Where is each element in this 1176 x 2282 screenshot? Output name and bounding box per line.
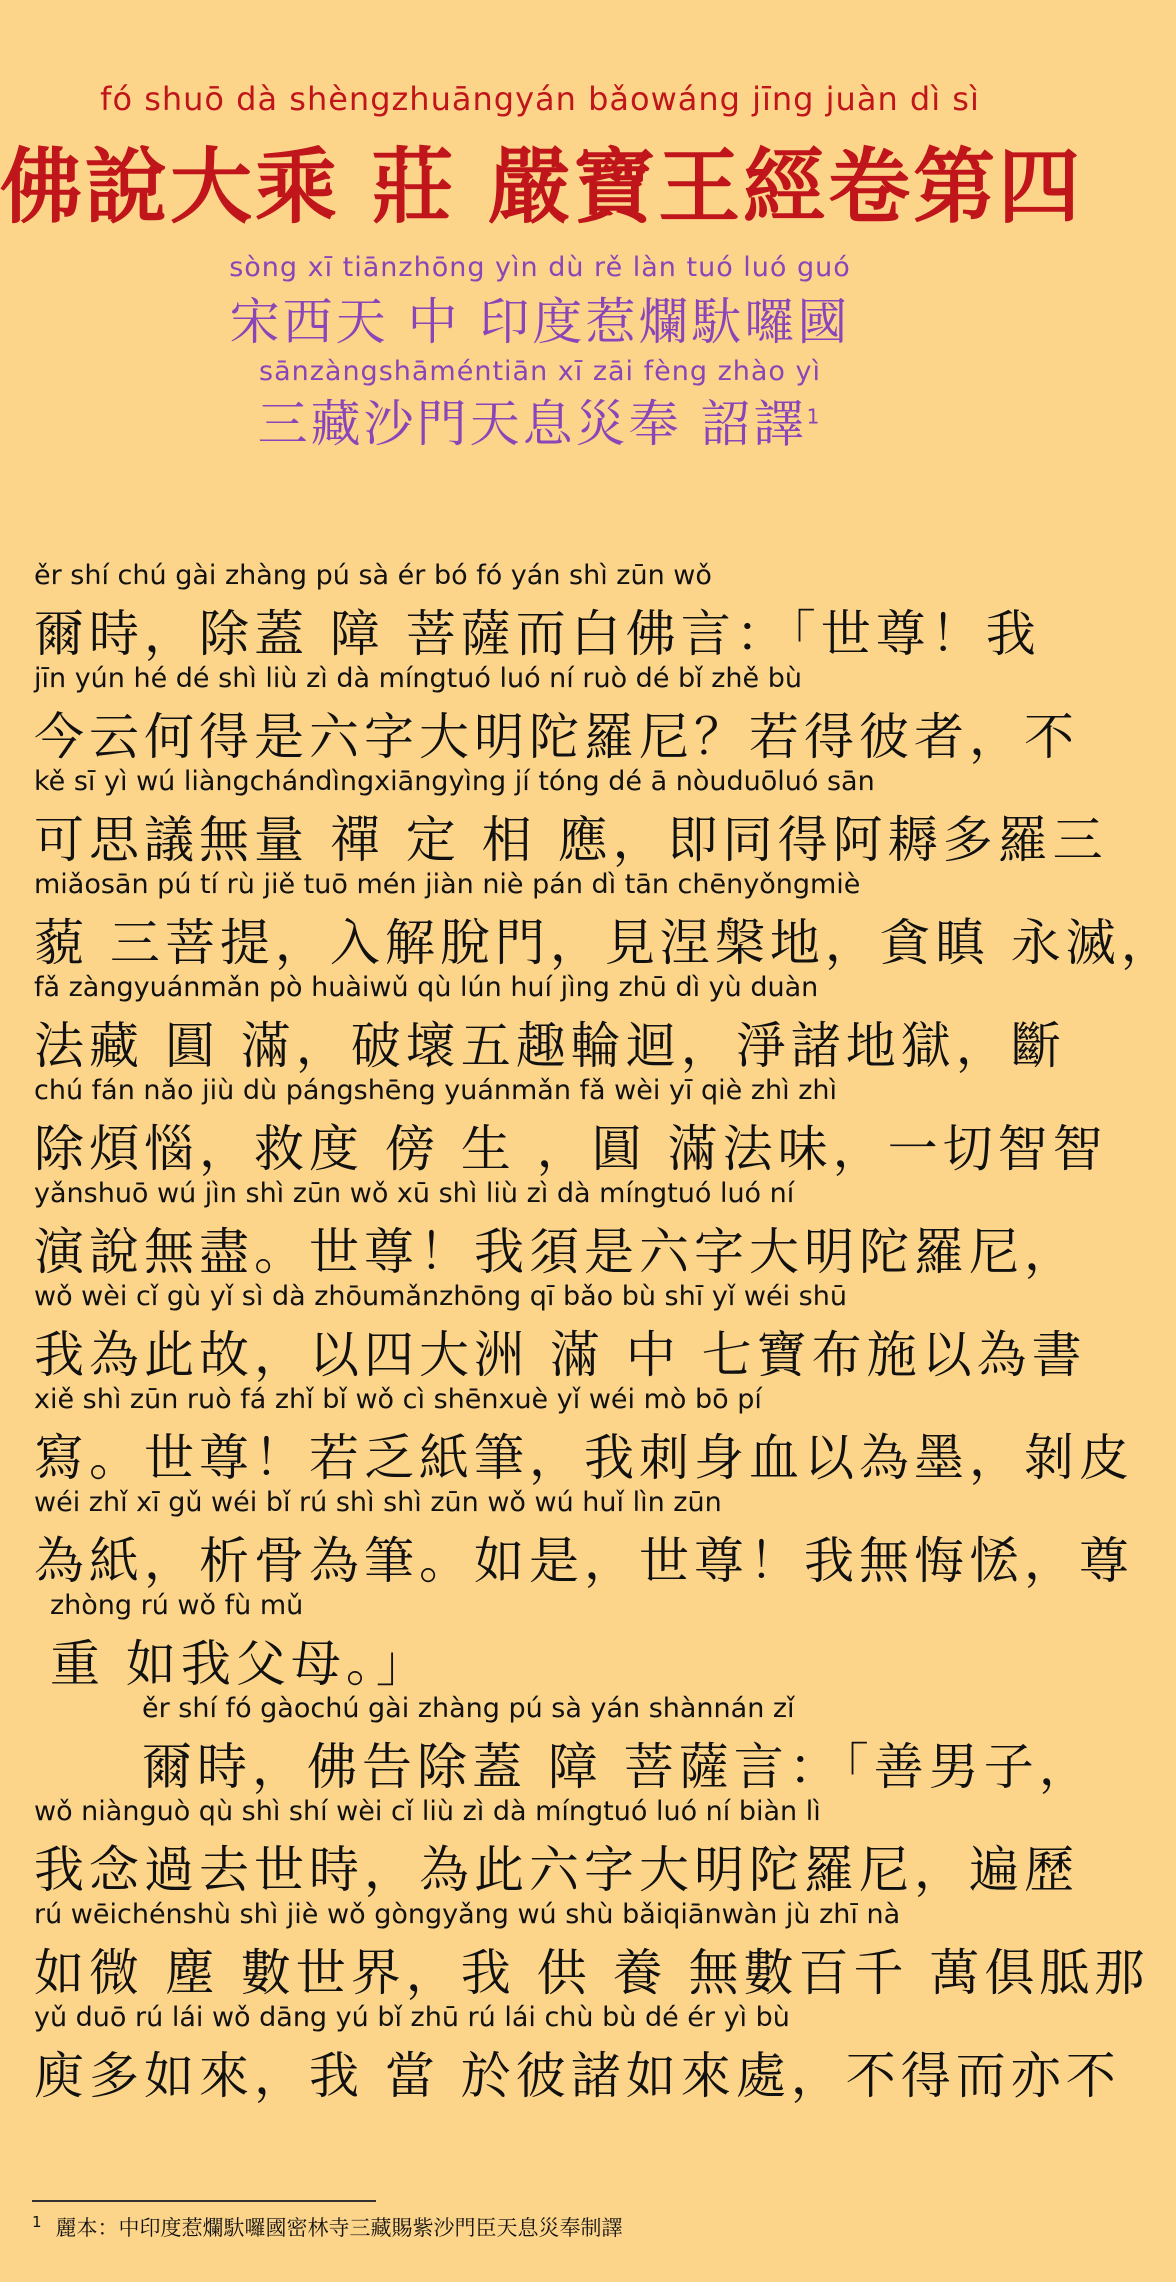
text-line: [0, 766, 1108, 869]
text-line: [0, 869, 1176, 972]
pinyin-annotation: wǒ wèi cǐ gù yǐ sì dà zhōumǎnzhōng qī bǎo bù shī yǐ wéi shū: [34, 1281, 847, 1312]
chinese-text: 重 如我父母。」: [50, 1635, 431, 1693]
chinese-text: 今云何得是六字大明陀羅尼？若得彼者，不: [34, 708, 1079, 766]
chinese-text: 如微 塵 數世界，我 供 養 無數百千 萬俱胝那: [34, 1944, 1150, 2002]
footnote: [32, 2212, 1032, 2242]
chinese-text: 爾時，佛告除蓋 障 菩薩言：「善男子，: [142, 1738, 1094, 1796]
text-line: [0, 1075, 1108, 1178]
footnote-text: 麗本：中印度惹爛馱囉國密林寺三藏賜紫沙門臣天息災奉制譯: [55, 2216, 623, 2240]
pinyin-annotation: ěr shí fó gàochú gài zhàng pú sà yán shànnán zǐ: [142, 1693, 795, 1724]
chinese-text: 我為此故，以四大洲 滿 中 七寶布施以為書: [34, 1326, 1087, 1384]
text-line: [0, 663, 1080, 766]
text-line: [0, 1178, 1080, 1281]
chinese-text: 爾時，除蓋 障 菩薩而白佛言：「世尊！我: [34, 605, 1041, 663]
text-line: [0, 972, 1080, 1075]
text-line: [0, 1796, 1080, 1899]
text-line: [0, 560, 1080, 663]
translator-line2: [0, 384, 1080, 456]
footnote-marker[interactable]: 1: [806, 404, 823, 429]
translator-line1: 宋西天 中 印度惹爛馱囉國: [229, 293, 851, 351]
chinese-text: 庾多如來，我 當 於彼諸如來處，不得而亦不: [34, 2047, 1121, 2105]
text-line: [0, 1281, 1087, 1384]
translator-line2-text: 三藏沙門天息災奉 詔譯: [257, 395, 807, 453]
chinese-text: 除煩惱，救度 傍 生 ，圓 滿法味，一切智智: [34, 1120, 1108, 1178]
chinese-text: 可思議無量 禪 定 相 應，即同得阿耨多羅三: [34, 811, 1108, 869]
footnote-divider: [32, 2200, 376, 2202]
chinese-text: 寫。世尊！若乏紙筆，我刺身血以為墨，剝皮: [34, 1429, 1134, 1487]
pinyin-annotation: jīn yún hé dé shì liù zì dà míngtuó luó ní ruò dé bǐ zhě bù: [34, 663, 802, 694]
pinyin-annotation: wéi zhǐ xī gǔ wéi bǐ rú shì shì zūn wǒ wú huǐ lìn zūn: [34, 1487, 722, 1518]
chinese-text: 為紙，析骨為筆。如是，世尊！我無悔恡，尊: [34, 1532, 1134, 1590]
text-line: [0, 1693, 1094, 1796]
text-line: [0, 1384, 1134, 1487]
text-line: [0, 1590, 1080, 1693]
pinyin-annotation: yǔ duō rú lái wǒ dāng yú bǐ zhū rú lái chù bù dé ér yì bù: [34, 2002, 790, 2033]
chinese-text: 演說無盡。世尊！我須是六字大明陀羅尼，: [34, 1223, 1079, 1281]
translator-line1-pinyin: sòng xī tiānzhōng yìn dù rě làn tuó luó guó: [229, 252, 851, 283]
pinyin-annotation: yǎnshuō wú jìn shì zūn wǒ xū shì liù zì dà míngtuó luó ní: [34, 1178, 795, 1209]
pinyin-annotation: zhòng rú wǒ fù mǔ: [50, 1590, 304, 1621]
footnote-number: 1: [32, 2213, 42, 2231]
text-line: [0, 2002, 1121, 2105]
title-pinyin: fó shuō dà shèngzhuāngyán bǎowáng jīng juàn dì sì: [100, 80, 980, 118]
sutra-title: 佛說大乘 莊 嚴寶王經卷第四: [0, 140, 1084, 235]
pinyin-annotation: kě sī yì wú liàngchándìngxiāngyìng jí tóng dé ā nòuduōluó sān: [34, 766, 875, 797]
sutra-body: [0, 560, 1176, 2105]
text-line: [0, 1487, 1134, 1590]
pinyin-annotation: ěr shí chú gài zhàng pú sà ér bó fó yán shì zūn wǒ: [34, 560, 712, 591]
chinese-text: 我念過去世時，為此六字大明陀羅尼，遍歷: [34, 1841, 1079, 1899]
pinyin-annotation: chú fán nǎo jiù dù pángshēng yuánmǎn fǎ wèi yī qiè zhì zhì: [34, 1075, 837, 1106]
chinese-text: 法藏 圓 滿，破壞五趣輪迴，淨諸地獄，斷: [34, 1017, 1066, 1075]
chinese-text: 藐 三菩提，入解脫門，見涅槃地，貪瞋 永滅，: [34, 914, 1176, 972]
pinyin-annotation: xiě shì zūn ruò fá zhǐ bǐ wǒ cì shēnxuè yǐ wéi mò bō pí: [34, 1384, 762, 1415]
pinyin-annotation: rú wēichénshù shì jiè wǒ gòngyǎng wú shù bǎiqiānwàn jù zhī nà: [34, 1899, 901, 1930]
translator-line2-pinyin: sānzàngshāméntiān xī zāi fèng zhào yì: [259, 356, 821, 387]
pinyin-annotation: miǎosān pú tí rù jiě tuō mén jiàn niè pán dì tān chēnyǒngmiè: [34, 869, 861, 900]
pinyin-annotation: fǎ zàngyuánmǎn pò huàiwǔ qù lún huí jìng zhū dì yù duàn: [34, 972, 819, 1003]
text-line: [0, 1899, 1150, 2002]
pinyin-annotation: wǒ niànguò qù shì shí wèi cǐ liù zì dà míngtuó luó ní biàn lì: [34, 1796, 821, 1827]
